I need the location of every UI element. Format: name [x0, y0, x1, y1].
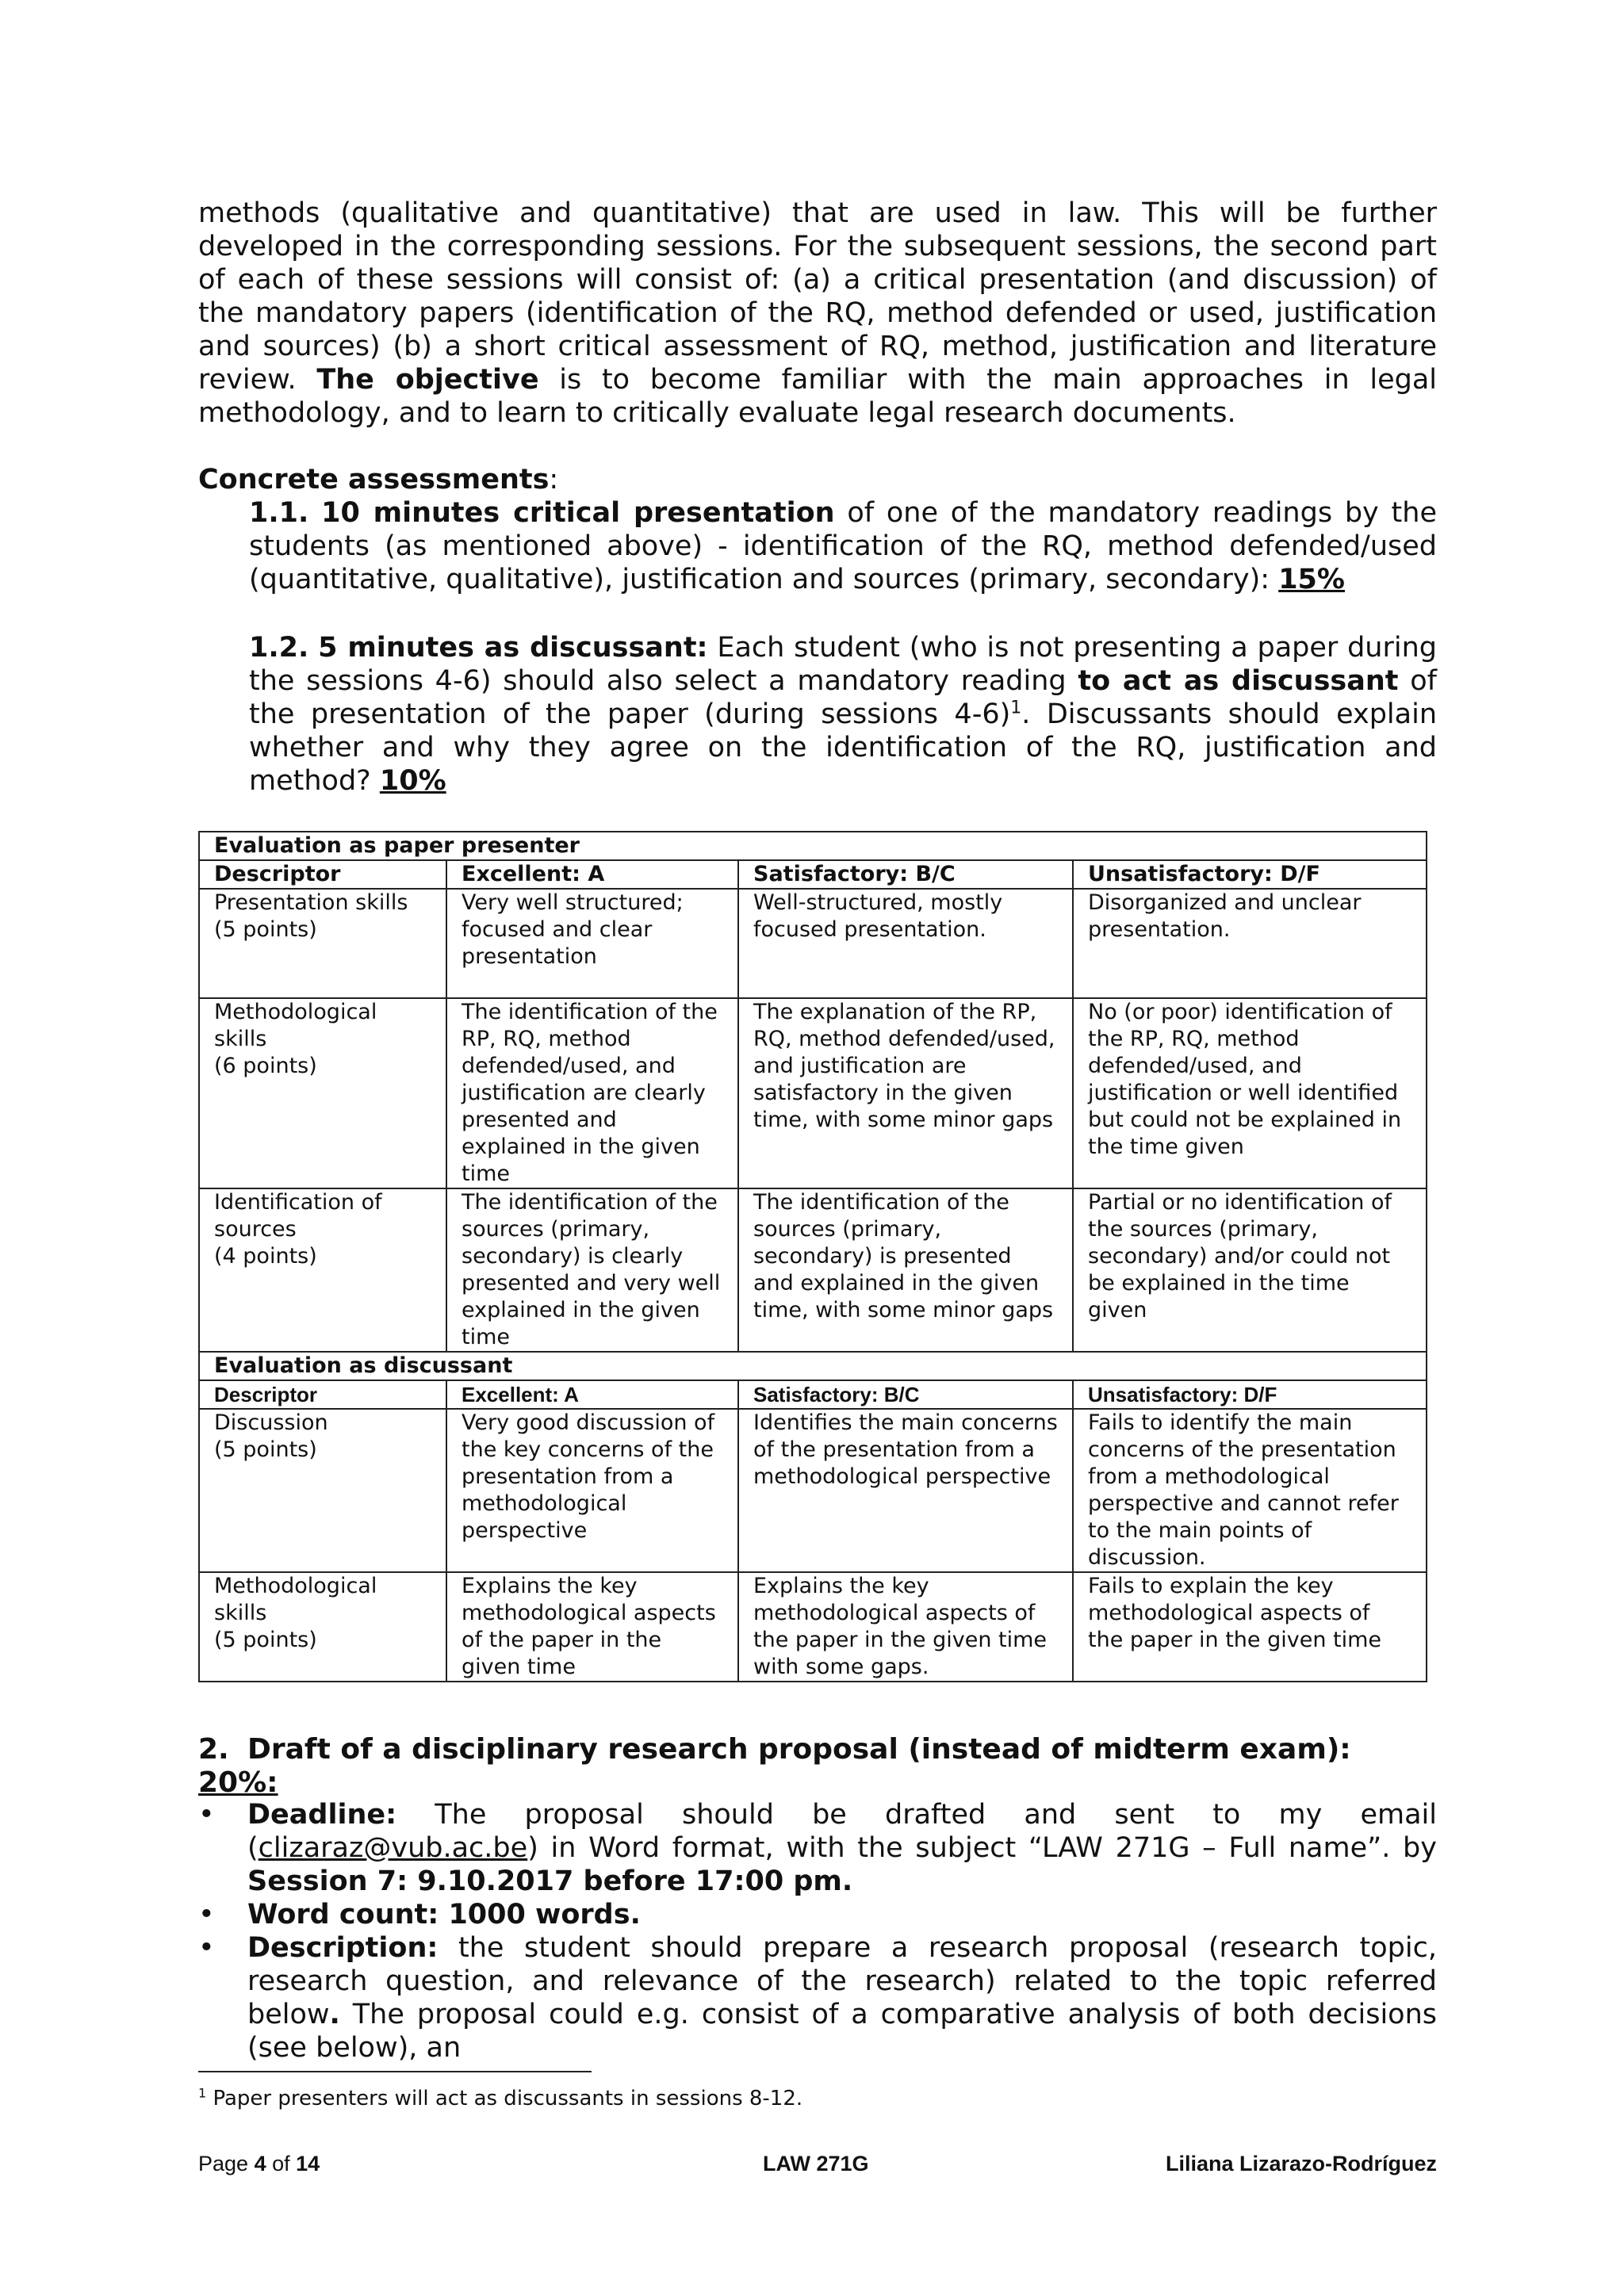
discussant-emphasis: to act as discussant — [1078, 665, 1399, 697]
rubric-descriptor-cell: Methodological skills (5 points) — [199, 1572, 446, 1682]
item-title: 5 minutes as discussant: — [318, 632, 708, 664]
rubric-header-row — [199, 860, 1427, 889]
item-text: of one of the mandatory readings by the students (as mentioned above) - identification of the RQ, method defended/used (quantitative, qualitative), justification and sources (primary, secondary): — [249, 497, 1437, 595]
email-link[interactable]: clizaraz@vub.ac.be — [258, 1832, 528, 1864]
rubric-cell: Explains the key methodological aspects of the paper in the given time with some gaps. — [738, 1572, 1073, 1682]
rubric-header-cell: Satisfactory: B/C — [738, 1380, 1073, 1409]
rubric-section-title: Evaluation as discussant — [199, 1352, 1427, 1380]
rubric-cell: Explains the key methodological aspects of the paper in the given time — [446, 1572, 738, 1682]
rubric-cell: The identification of the RP, RQ, method defended/used, and justification are clearly presented and explained in the given time — [446, 998, 738, 1188]
rubric-cell: The identification of the sources (primary, secondary) is clearly presented and very well explained in the given time — [446, 1188, 738, 1352]
item-title: 10 minutes critical presentation — [321, 497, 835, 529]
rubric-cell: Fails to identify the main concerns of the presentation from a methodological perspective and cannot refer to the main points of discussion. — [1073, 1409, 1427, 1572]
rubric-section-row — [199, 832, 1427, 860]
concrete-assessments-heading: Concrete assessments: — [198, 464, 559, 496]
table-row — [199, 889, 1427, 998]
list-item: • Description: the student should prepare a research proposal (research topic, research question, and relevance of the research) related to the topic referred below. The proposal could e.g. consist of a comparative analysis of both decisions (see below), an — [198, 1932, 1437, 2064]
item-number: 1.1. — [249, 497, 309, 529]
rubric-cell: Disorganized and unclear presentation. — [1073, 889, 1427, 998]
rubric-header-cell: Descriptor — [199, 860, 446, 889]
section-weight: 20%: — [198, 1766, 278, 1799]
item-number: 1.2. — [249, 632, 309, 664]
rubric-descriptor-cell: Identification of sources (4 points) — [199, 1188, 446, 1352]
rubric-cell: Very good discussion of the key concerns of the presentation from a methodological perspective — [446, 1409, 738, 1572]
footer-course-code: LAW 271G — [763, 2152, 869, 2175]
rubric-header-row — [199, 1380, 1427, 1409]
rubric-section-row — [199, 1352, 1427, 1380]
word-count: Word count: 1000 words. — [247, 1899, 641, 1931]
intro-paragraph — [198, 197, 1437, 430]
rubric-header-cell: Unsatisfactory: D/F — [1073, 860, 1427, 889]
rubric-header-cell: Descriptor — [199, 1380, 446, 1409]
footnote-ref[interactable]: 1 — [1010, 698, 1022, 718]
bullet-icon: • — [198, 1932, 215, 1964]
item-weight: 10% — [379, 765, 446, 797]
assessment-item-1-1 — [249, 496, 1437, 596]
rubric-cell: The explanation of the RP, RQ, method defended/used, and justification are satisfactory in the given time, with some minor gaps — [738, 998, 1073, 1188]
rubric-cell: Identifies the main concerns of the presentation from a methodological perspective — [738, 1409, 1073, 1572]
rubric-cell: Fails to explain the key methodological aspects of the paper in the given time — [1073, 1572, 1427, 1682]
evaluation-rubric-table — [198, 831, 1427, 1682]
bullet-icon: • — [198, 1899, 215, 1931]
footer-author: Liliana Lizarazo-Rodríguez — [1165, 2152, 1437, 2175]
table-row — [199, 1572, 1427, 1682]
rubric-header-cell: Satisfactory: B/C — [738, 860, 1073, 889]
rubric-cell: Well-structured, mostly focused presentation. — [738, 889, 1073, 998]
rubric-cell: Very well structured; focused and clear presentation — [446, 889, 738, 998]
rubric-descriptor-cell: Discussion (5 points) — [199, 1409, 446, 1572]
rubric-cell: Partial or no identification of the sources (primary, secondary) and/or could not be explained in the time given — [1073, 1188, 1427, 1352]
intro-text: methods (qualitative and quantitative) that are used in law. This will be further developed in the corresponding sessions. For the subsequent sessions, the second part of each of these sessions will consist of: (a) a critical presentation (and discussion) of the mandatory papers (identification of the RQ, method defended or used, justification and sources) (b) a short critical assessment of RQ, method, justification and literature review. — [198, 197, 1437, 396]
assessment-item-1-2: 1.2. 5 minutes as discussant: Each student (who is not presenting a paper during the sessions 4-6) should also select a mandatory reading to act as discussant of the presentation of the paper (during sessions 4-6)$^1$. Discussants should explain whether and why they agree on the identification of the RQ, justification and method? 10% — [249, 632, 1438, 797]
list-item — [198, 1898, 1437, 1931]
section-2-heading: 2. Draft of a disciplinary research proposal (instead of midterm exam): 20%: — [198, 1733, 1351, 1799]
item-weight: 15% — [1278, 564, 1345, 595]
intro-text-end: is to become familiar with the main approaches in legal methodology, and to learn to critically evaluate legal research documents. — [198, 364, 1437, 429]
bullet-icon: • — [198, 1799, 215, 1831]
rubric-header-cell: Excellent: A — [446, 1380, 738, 1409]
objective-label: The objective — [316, 364, 539, 396]
table-row — [199, 998, 1427, 1188]
rubric-descriptor-cell: Methodological skills (6 points) — [199, 998, 446, 1188]
rubric-descriptor-cell: Presentation skills (5 points) — [199, 889, 446, 998]
rubric-cell: No (or poor) identification of the RP, RQ, method defended/used, and justification or well identified but could not be explained in the time given — [1073, 998, 1427, 1188]
footnote: $^1$ Paper presenters will act as discussants in sessions 8-12. — [198, 2085, 803, 2110]
rubric-cell: The identification of the sources (primary, secondary) is presented and explained in the given time, with some minor gaps — [738, 1188, 1073, 1352]
rubric-section-title: Evaluation as paper presenter — [199, 832, 1427, 860]
footnote-divider — [198, 2071, 592, 2072]
table-row — [199, 1188, 1427, 1352]
rubric-header-cell: Excellent: A — [446, 860, 738, 889]
table-row — [199, 1409, 1427, 1572]
deadline-date: Session 7: 9.10.2017 before 17:00 pm. — [247, 1866, 853, 1897]
list-item: • Deadline: The proposal should be drafted and sent to my email (clizaraz@vub.ac.be) in Word format, with the subject “LAW 271G – Full name”. by Session 7: 9.10.2017 before 17:00 pm. — [198, 1799, 1437, 1897]
footer-page-number: Page 4 of 14 — [198, 2152, 320, 2175]
proposal-details-list — [198, 1798, 1437, 2064]
rubric-header-cell: Unsatisfactory: D/F — [1073, 1380, 1427, 1409]
